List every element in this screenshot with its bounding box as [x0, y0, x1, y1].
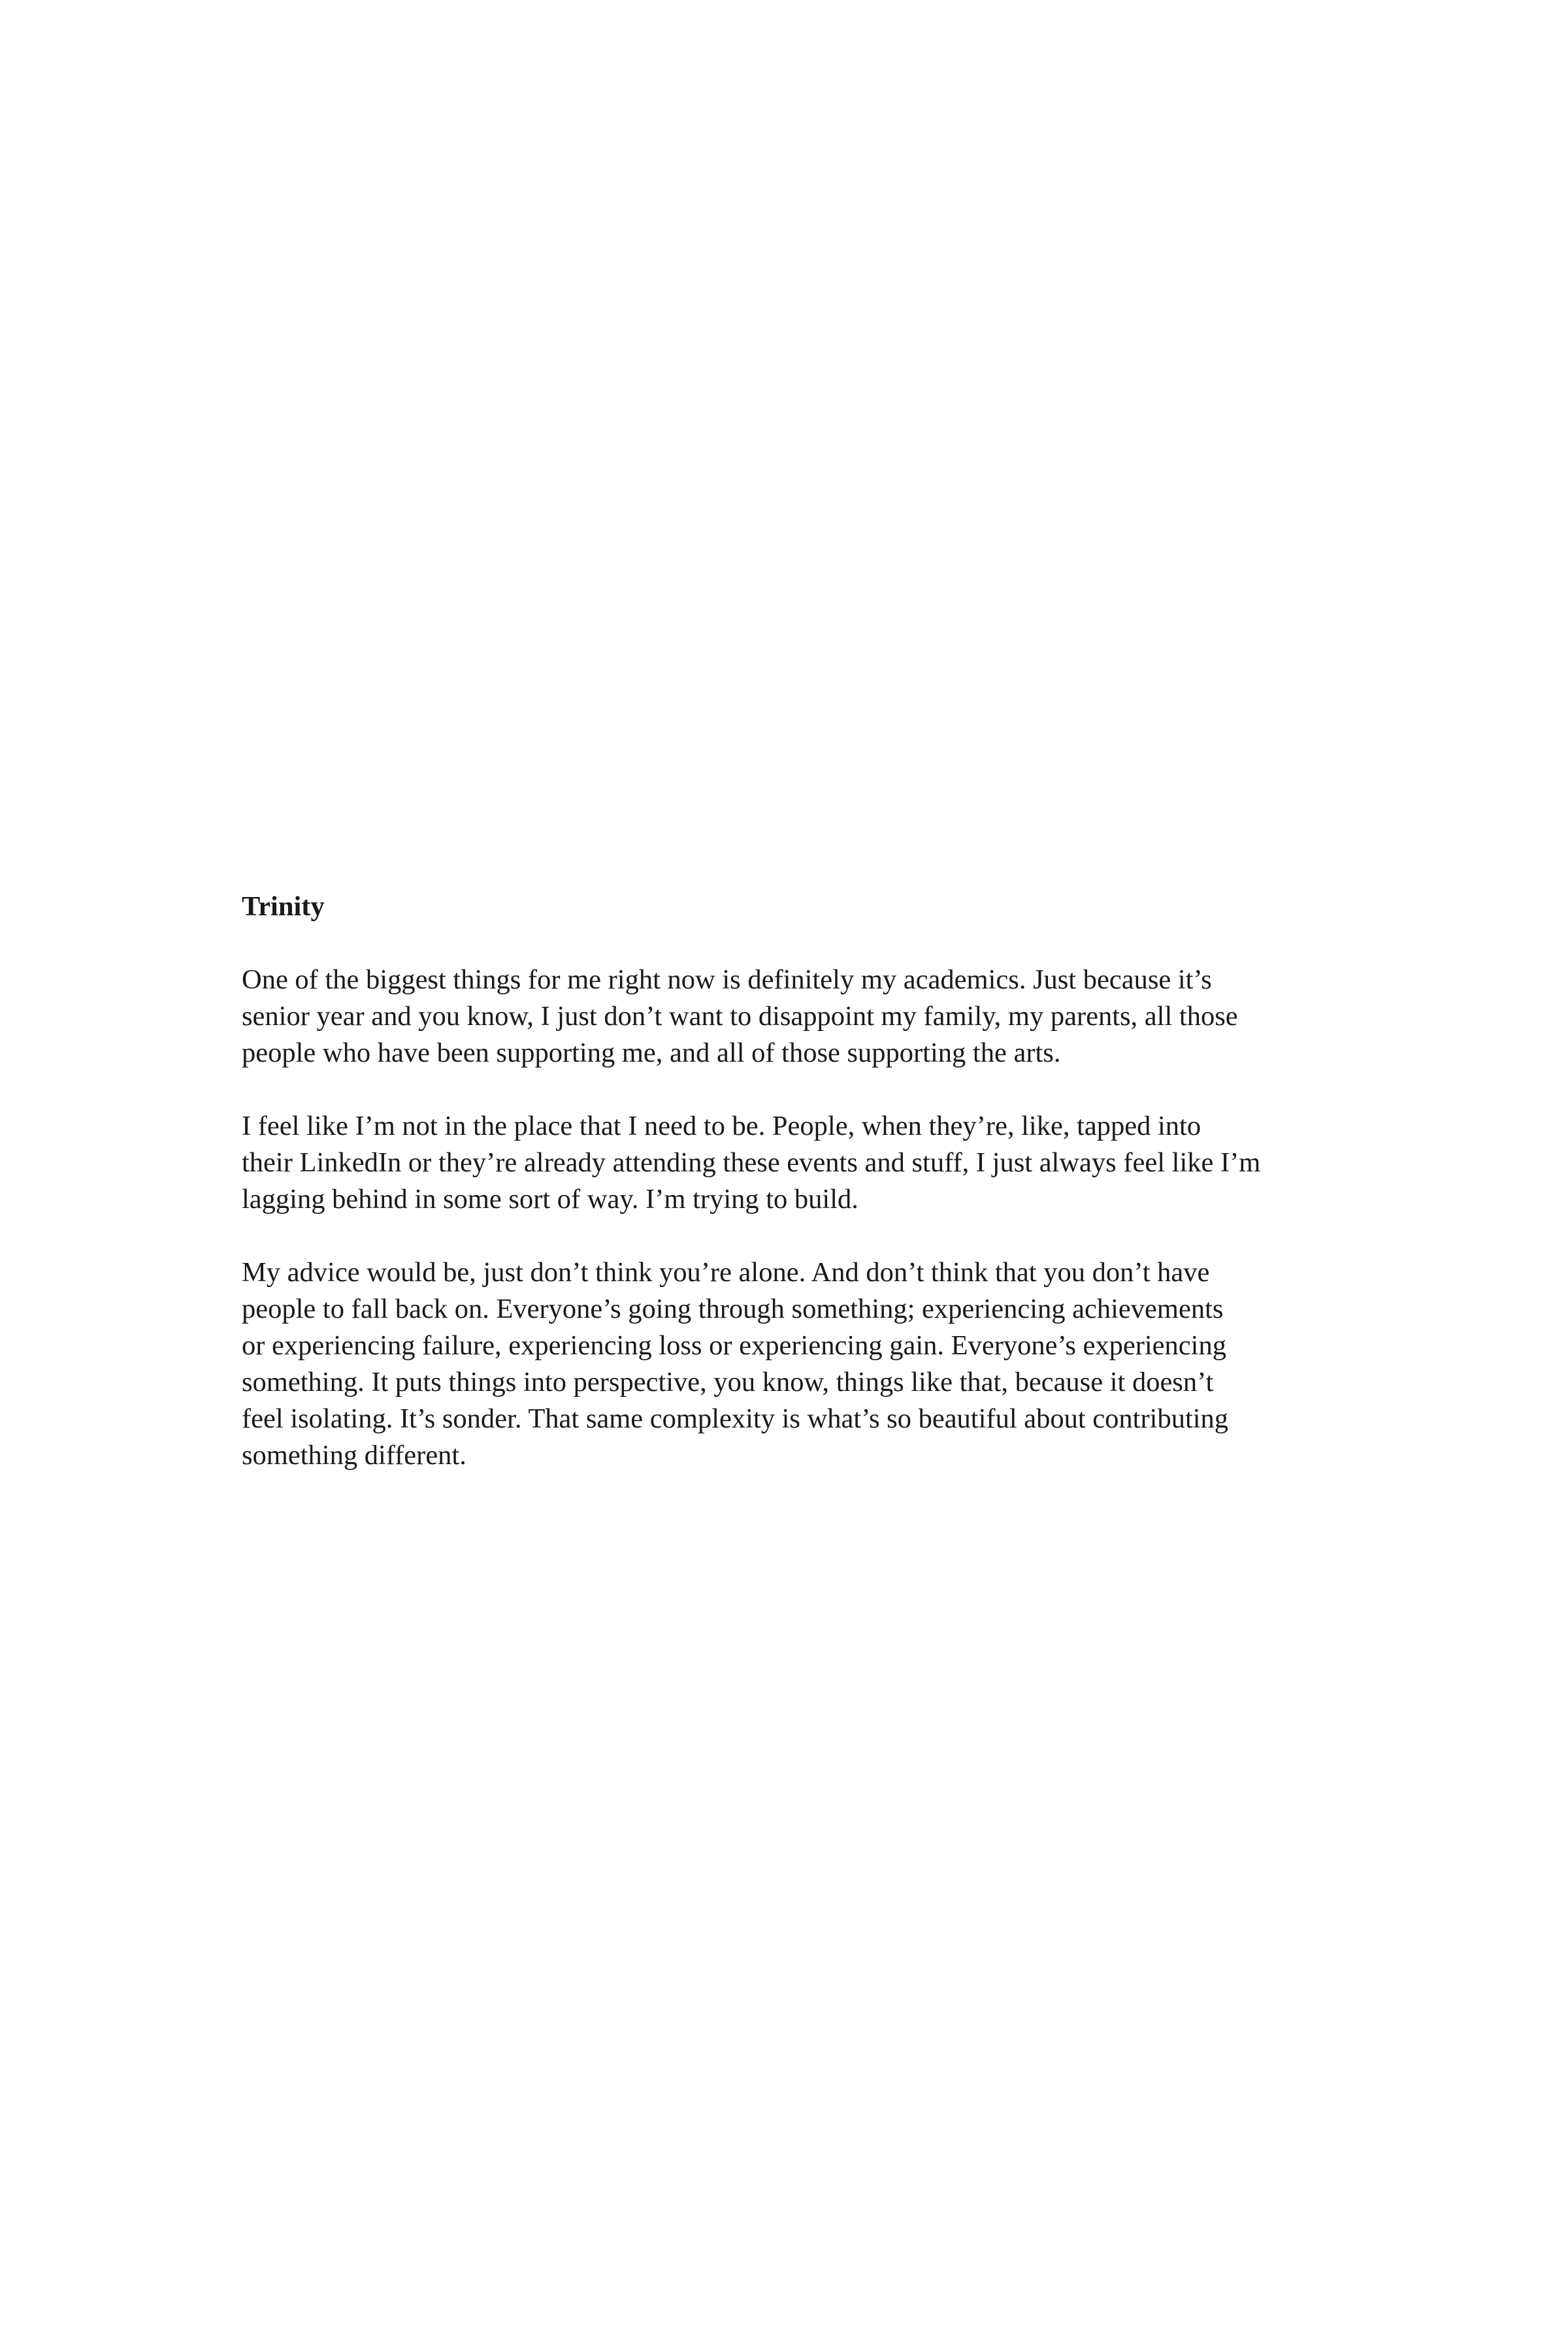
paragraph-1: [242, 962, 1339, 1071]
paragraph-line: feel isolating. It’s sonder. That same complexity is what’s so beautiful about contributing: [242, 1403, 1229, 1434]
paragraph-2: [242, 1108, 1339, 1218]
paragraph-3: [242, 1254, 1339, 1474]
paragraph-line: something. It puts things into perspective, you know, things like that, because it doesn’t: [242, 1367, 1214, 1397]
paragraph-line: lagging behind in some sort of way. I’m trying to build.: [242, 1184, 858, 1215]
paragraph-line: My advice would be, just don’t think you’re alone. And don’t think that you don’t have: [242, 1257, 1210, 1288]
section-heading: Trinity: [242, 891, 325, 922]
paragraph-line: or experiencing failure, experiencing loss or experiencing gain. Everyone’s experiencing: [242, 1330, 1226, 1361]
paragraph-line: people to fall back on. Everyone’s going through something; experiencing achievements: [242, 1294, 1224, 1324]
paragraph-line: their LinkedIn or they’re already attending these events and stuff, I just always feel like I’m: [242, 1147, 1261, 1178]
document-body: [242, 889, 1339, 1474]
paragraph-line: One of the biggest things for me right now is definitely my academics. Just because it’s: [242, 964, 1212, 995]
paragraph-line: senior year and you know, I just don’t want to disappoint my family, my parents, all those: [242, 1001, 1238, 1032]
paragraph-line: something different.: [242, 1440, 466, 1471]
paragraph-line: people who have been supporting me, and all of those supporting the arts.: [242, 1037, 1061, 1068]
paragraph-line: I feel like I’m not in the place that I need to be. People, when they’re, like, tapped into: [242, 1111, 1201, 1141]
